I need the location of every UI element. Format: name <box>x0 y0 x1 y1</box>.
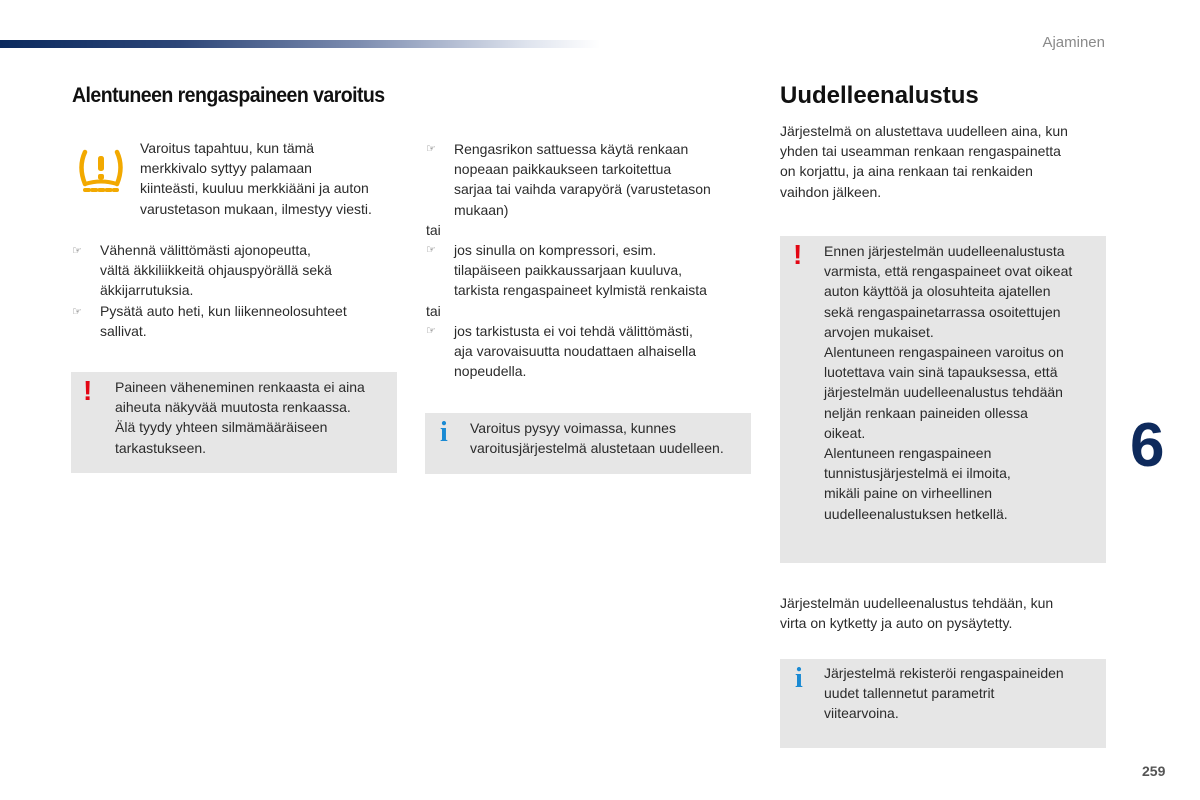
warning-box-text: Ennen järjestelmän uudelleenalustusta varmista, että rengaspaineet ovat oikeat auton käyttöä ja olosuhteita ajatellen sekä rengaspainetarrassa osoitettujen arvojen mukaiset. Alentuneen rengaspaineen varoitus on luotettava vain sinä tapauksessa, että järjestelmän uudelleenalustus tehdään neljän renkaan paineiden ollessa oikeat. Alentuneen rengaspaineen tunnistusjärjestelmä ei ilmoita, mikäli paine on virheellinen uudelleenalustuksen hetkellä. <box>824 243 1073 522</box>
bullet-marker: ☞ <box>426 244 436 256</box>
list-item-puncture-kit: Rengasrikon sattuessa käytä renkaan nopeaan paikkaukseen tarkoitettua sarjaa tai vaihda varapyörä (varustetason mukaan) <box>454 141 711 218</box>
or-separator: tai <box>426 303 441 319</box>
section-title-low-tyre-pressure: Alentuneen rengaspaineen varoitus <box>72 84 385 107</box>
reinitialisation-intro-text: Järjestelmä on alustettava uudelleen aina, kun yhden tai useamman renkaan rengaspainetta on korjattu, ja aina renkaan tai renkaiden vaihdon jälkeen. <box>780 123 1068 200</box>
warning-exclamation-icon: ! <box>793 239 803 270</box>
bullet-marker: ☞ <box>426 143 436 155</box>
warning-box-visual-check <box>71 372 397 473</box>
chapter-number: 6 <box>1130 411 1165 480</box>
info-icon: i <box>795 663 803 694</box>
warning-box-text: Paineen väheneminen renkaasta ei aina aiheuta näkyvää muutosta renkaassa. Älä tyydy yhteen silmämääräiseen tarkastukseen. <box>115 379 365 456</box>
or-separator: tai <box>426 222 441 238</box>
tire-pressure-warning-icon <box>76 145 126 195</box>
info-icon: i <box>440 417 448 448</box>
list-item-drive-carefully: jos tarkistusta ei voi tehdä välittömästi, aja varovaisuutta noudattaen alhaisella nopeudella. <box>454 323 697 380</box>
info-box-text: Varoitus pysyy voimassa, kunnes varoitusjärjestelmä alustetaan uudelleen. <box>470 420 724 457</box>
info-box-text: Järjestelmä rekisteröi rengaspaineiden uudet tallennetut parametrit viitearvoina. <box>824 665 1064 722</box>
reinitialisation-condition-text: Järjestelmän uudelleenalustus tehdään, kun virta on kytketty ja auto on pysäytetty. <box>780 595 1054 632</box>
list-item-compressor: jos sinulla on kompressori, esim. tilapäiseen paikkaussarjaan kuuluva, tarkista rengaspaineet kylmistä renkaista <box>454 242 707 299</box>
page-number: 259 <box>1142 763 1166 779</box>
list-item-reduce-speed: Vähennä välittömästi ajonopeutta, vältä äkkiliikkeitä ohjauspyörällä sekä äkkijarrutuksia. <box>100 242 332 299</box>
chapter-title: Ajaminen <box>1042 34 1105 51</box>
list-item-stop-car: Pysätä auto heti, kun liikenneolosuhteet sallivat. <box>100 303 347 340</box>
warning-box-before-reinitialisation <box>780 236 1106 563</box>
warning-intro-text: Varoitus tapahtuu, kun tämä merkkivalo syttyy palamaan kiinteästi, kuuluu merkkiääni ja auton varustetason mukaan, ilmestyy viesti. <box>140 140 372 217</box>
bullet-marker: ☞ <box>72 306 82 318</box>
bullet-marker: ☞ <box>72 245 82 257</box>
info-box-warning-persists <box>425 413 751 474</box>
warning-exclamation-icon: ! <box>83 375 93 406</box>
bullet-marker: ☞ <box>426 325 436 337</box>
section-title-reinitialisation: Uudelleenalustus <box>780 82 979 109</box>
header-gradient-bar <box>0 40 600 48</box>
info-box-reference-values <box>780 659 1106 748</box>
